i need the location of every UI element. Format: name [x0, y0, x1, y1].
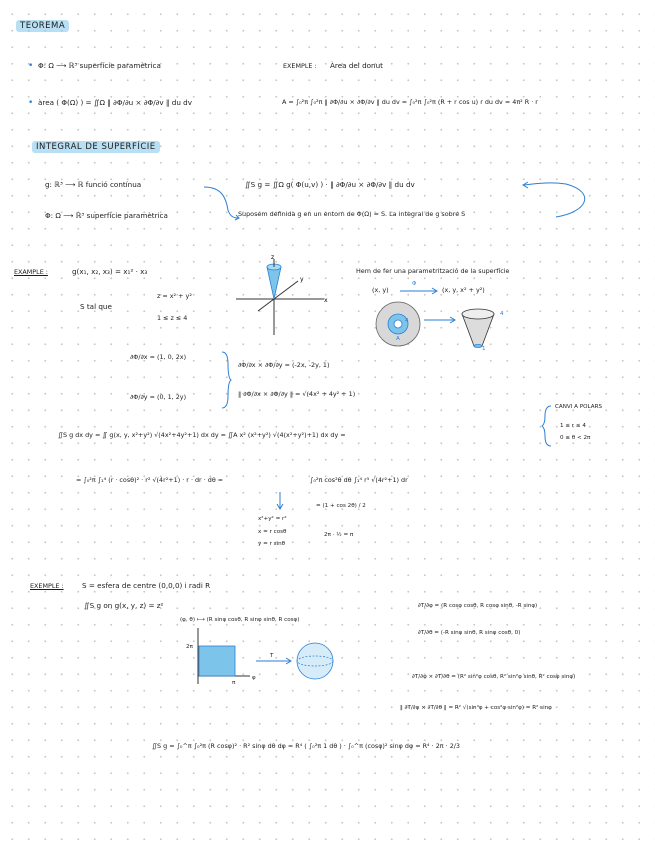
surface-integral-formula: ∬S g = ∬Ω g( Φ(u,v) ) · ‖ ∂Φ/∂u × ∂Φ/∂v ‖ du dv: [245, 180, 415, 189]
donut-area-formula: A = ∫₀²π ∫₀²π ‖ ∂Φ/∂u × ∂Φ/∂v ‖ du dv = ∫₀²π ∫₀²π (R + r cos u) r du dv = 4π² R · r: [282, 98, 538, 106]
label-4-inner: 4: [405, 318, 409, 324]
sphere-norm: ‖ ∂T/∂φ × ∂T/∂θ ‖ = R² √(sin⁴φ + cos²φ sin²φ) = R² sinφ: [400, 705, 552, 711]
example1-cond2: 1 ≤ z ≤ 4: [157, 314, 188, 322]
param-right: (x, y, x² + y²): [442, 286, 485, 294]
svg-text:x: x: [324, 297, 328, 304]
label-a: A: [396, 336, 400, 342]
section-title-integral: INTEGRAL DE SUPERFÍCIE: [32, 143, 160, 153]
teorema-example-title: Àrea del donut: [330, 61, 383, 70]
sphere-cross: ∂T/∂φ × ∂T/∂θ = (R² sin²φ cosθ, R² sin²φ sinθ, R² cosφ sinφ): [412, 674, 576, 680]
partial-phi: ∂T/∂φ = (R cosφ cosθ, R cosφ sinθ, -R sinφ): [418, 603, 538, 609]
label-4-cone: 4: [500, 311, 504, 317]
sub-x: x = r cosθ: [258, 529, 287, 535]
theta-integral-value: 2π · ½ = π: [324, 532, 354, 538]
sphere-map: (φ, θ) ⟼ (R sinφ cosθ, R sinφ sinθ, R cosφ): [180, 617, 300, 623]
sphere-result: ∬S g = ∫₀^π ∫₀²π (R cosφ)² · R² sinφ dθ dφ = R⁴ ( ∫₀²π 1 dθ ) · ∫₀^π (cosφ)² sinφ dφ = R⁴ · 2π · 2/3: [152, 742, 460, 750]
polar-brace-icon: [542, 404, 552, 448]
sub-r2: x²+y² = r²: [258, 516, 287, 522]
cross-product: ∂Φ/∂x × ∂Φ/∂y = (-2x, -2y, 1): [238, 361, 330, 369]
polar-range-theta: 0 ≤ θ < 2π: [560, 435, 591, 441]
example1-g: g(x₁, x₂, x₃) = x₁² · x₃: [72, 267, 148, 276]
example2-integral: ∬S g on g(x, y, z) = z²: [84, 601, 164, 610]
axis-label-pi: π: [232, 680, 236, 686]
sphere-param-sketch: [190, 624, 340, 704]
polar-integral-split: ∫₀²π cos²θ dθ ∫₁⁴ r⁵ √(4r²+1) dr: [310, 476, 408, 484]
svg-text:y: y: [300, 276, 304, 283]
example1-label: EXAMPLE :: [14, 268, 48, 276]
polar-integral: = ∫₀²π ∫₁⁴ (r · cosθ)² · r² √(4r²+1) · r · dr · dθ =: [76, 476, 224, 484]
teorema-line1: Φ: Ω ⟶ ℝ³ superfície paramètrica: [38, 61, 161, 70]
g-definition: g: ℝ³ ⟶ ℝ funció contínua: [45, 180, 142, 189]
bullet-icon: •: [28, 98, 34, 108]
param-arrow: [400, 287, 440, 295]
cos-squared-identity: = (1 + cos 2θ) / 2: [316, 503, 366, 509]
phi-definition: Φ: Ω ⟶ ℝ³ superfície paramètrica: [45, 211, 168, 220]
example2-title: S = esfera de centre (0,0,0) i radi R: [82, 581, 211, 590]
map-arrow-label: T: [270, 653, 274, 659]
param-text: Hem de fer una parametrització de la superfície: [356, 267, 510, 275]
example1-s-tal: S tal que: [80, 302, 112, 311]
teorema-example-label: EXEMPLE :: [283, 62, 317, 70]
partial-x: ∂Φ/∂x = (1, 0, 2x): [130, 353, 187, 361]
surface-integral-note: Suposem definida g en un entorn de Φ(Ω) = S. La integral de g sobre S: [238, 210, 466, 218]
domain-annulus-sketch: [368, 300, 508, 356]
param-left: (x, y): [372, 286, 389, 294]
bullet-icon: •: [28, 61, 34, 71]
svg-text:z: z: [271, 254, 275, 261]
sub-y: y = r sinθ: [258, 541, 286, 547]
teorema-area-formula: àrea ( Φ(Ω) ) = ∬Ω ‖ ∂Φ/∂u × ∂Φ/∂v ‖ du dv: [38, 98, 192, 107]
label-1-cone: 1: [482, 346, 486, 352]
example2-label: EXEMPLE :: [30, 582, 64, 590]
partial-theta: ∂T/∂θ = (-R sinφ sinθ, R sinφ cosθ, 0): [418, 630, 521, 636]
brace-icon: [220, 350, 232, 410]
big-integral: ∬S g dx dy = ∬ g(x, y, x²+y²) √(4x²+4y²+1) dx dy = ∬A x² (x²+y²) √(4(x²+y²)+1) dx dy =: [58, 431, 346, 439]
param-arrow-label: Φ: [412, 281, 417, 287]
axis-label-phi: φ: [252, 675, 256, 681]
paraboloid-sketch: [236, 255, 336, 345]
example1-cond1: z = x² + y²: [157, 292, 192, 300]
cross-norm: ‖ ∂Φ/∂x × ∂Φ/∂y ‖ = √(4x² + 4y² + 1): [238, 390, 356, 398]
polar-range-r: 1 ≤ r ≤ 4: [560, 423, 586, 429]
partial-y: ∂Φ/∂y = (0, 1, 2y): [130, 393, 187, 401]
polar-title: CANVI A POLARS: [555, 404, 603, 410]
section-title-teorema: TEOREMA: [16, 22, 69, 32]
axis-label-2pi: 2π: [186, 644, 193, 650]
down-arrow-icon: [275, 492, 285, 510]
